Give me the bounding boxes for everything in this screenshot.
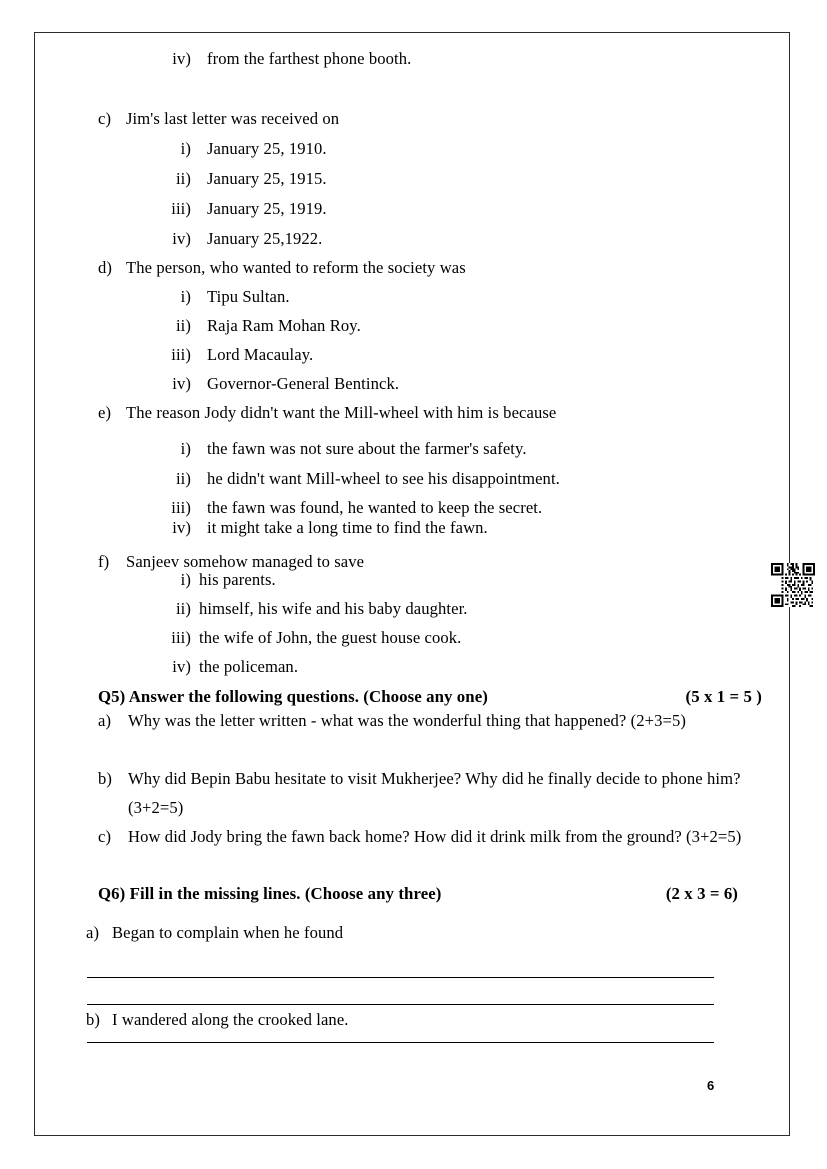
q5-item-marker: b) — [98, 769, 113, 788]
option-marker: i) — [180, 439, 191, 458]
option-marker: ii) — [175, 599, 191, 618]
option-row — [131, 439, 527, 459]
page-content — [35, 33, 791, 1137]
answer-rule — [87, 1042, 714, 1043]
q5-item — [98, 707, 763, 736]
question-marker: e) — [98, 403, 112, 422]
option-row — [131, 628, 461, 648]
question-text: Jim's last letter was received on — [126, 109, 340, 128]
option-row — [131, 139, 327, 159]
option-row — [131, 599, 468, 619]
option-row — [131, 570, 276, 590]
option-text: Governor-General Bentinck. — [207, 374, 400, 393]
option-marker: iv) — [172, 374, 191, 393]
q5-item-text: Why did Bepin Babu hesitate to visit Mukherjee? Why did he finally decide to phone him? (3+2=5) — [128, 769, 741, 817]
question-f-stem — [98, 552, 364, 572]
option-text: the fawn was not sure about the farmer's safety. — [207, 439, 527, 458]
qr-code-icon — [771, 563, 815, 607]
q5-heading — [98, 687, 762, 707]
question-text: The reason Jody didn't want the Mill-wheel with him is because — [126, 403, 557, 422]
option-marker: iv) — [172, 49, 191, 68]
question-marker: f) — [98, 552, 110, 571]
q6-item-text: Began to complain when he found — [112, 923, 344, 942]
q6-heading-text: Q6) Fill in the missing lines. (Choose any three) — [98, 884, 442, 903]
option-row — [131, 657, 298, 677]
option-text: the fawn was found, he wanted to keep the secret. — [207, 498, 543, 517]
option-text: it might take a long time to find the fawn. — [207, 518, 488, 537]
option-row — [131, 518, 488, 538]
option-text: from the farthest phone booth. — [207, 49, 412, 68]
option-row — [131, 199, 327, 219]
option-text: January 25, 1915. — [207, 169, 327, 188]
option-text: Tipu Sultan. — [207, 287, 290, 306]
q5-heading-text: Q5) Answer the following questions. (Choose any one) — [98, 687, 488, 706]
question-e-stem — [98, 403, 556, 423]
option-marker: i) — [180, 570, 191, 589]
option-row — [131, 469, 560, 489]
q5-item-marker: a) — [98, 711, 112, 730]
question-d-stem — [98, 258, 466, 278]
option-text: himself, his wife and his baby daughter. — [199, 599, 468, 618]
option-marker: iii) — [171, 628, 191, 647]
option-marker: ii) — [175, 316, 191, 335]
q6-item-marker: a) — [86, 923, 100, 942]
q6-heading — [98, 884, 738, 904]
question-text: The person, who wanted to reform the society was — [126, 258, 466, 277]
page-frame — [34, 32, 790, 1136]
option-row — [131, 498, 542, 518]
option-row — [131, 316, 361, 336]
option-text: his parents. — [199, 570, 276, 589]
option-row — [131, 169, 327, 189]
option-text: Lord Macaulay. — [207, 345, 314, 364]
q5-item-text: Why was the letter written - what was the wonderful thing that happened? (2+3=5) — [128, 711, 687, 730]
option-text: January 25, 1910. — [207, 139, 327, 158]
option-text: Raja Ram Mohan Roy. — [207, 316, 361, 335]
option-marker: iii) — [171, 199, 191, 218]
answer-rule — [87, 1004, 714, 1005]
option-text: he didn't want Mill-wheel to see his disappointment. — [207, 469, 560, 488]
q5-marks: (5 x 1 = 5 ) — [685, 687, 762, 706]
option-row — [131, 49, 411, 69]
option-marker: ii) — [175, 469, 191, 488]
option-marker: i) — [180, 287, 191, 306]
question-c-stem — [98, 109, 339, 129]
option-marker: iii) — [171, 345, 191, 364]
q5-item — [98, 765, 763, 822]
option-marker: iii) — [171, 498, 191, 517]
option-marker: i) — [180, 139, 191, 158]
question-marker: c) — [98, 109, 112, 128]
q6-item — [86, 923, 343, 943]
q6-item — [86, 1010, 349, 1030]
option-row — [131, 229, 322, 249]
option-text: January 25,1922. — [207, 229, 323, 248]
option-row — [131, 287, 290, 307]
q6-marks: (2 x 3 = 6) — [665, 884, 738, 903]
question-marker: d) — [98, 258, 113, 277]
q5-item-marker: c) — [98, 827, 112, 846]
option-marker: iv) — [172, 229, 191, 248]
option-marker: iv) — [172, 518, 191, 537]
option-text: January 25, 1919. — [207, 199, 327, 218]
q6-item-marker: b) — [86, 1010, 101, 1029]
question-text: Sanjeev somehow managed to save — [126, 552, 365, 571]
option-text: the policeman. — [199, 657, 299, 676]
page-number: 6 — [707, 1078, 715, 1093]
q5-item — [98, 823, 763, 852]
q5-item-text: How did Jody bring the fawn back home? How did it drink milk from the ground? (3+2=5) — [128, 827, 742, 846]
answer-rule — [87, 977, 714, 978]
option-marker: iv) — [172, 657, 191, 676]
option-text: the wife of John, the guest house cook. — [199, 628, 462, 647]
option-row — [131, 345, 313, 365]
q6-item-text: I wandered along the crooked lane. — [112, 1010, 349, 1029]
option-row — [131, 374, 399, 394]
option-marker: ii) — [175, 169, 191, 188]
